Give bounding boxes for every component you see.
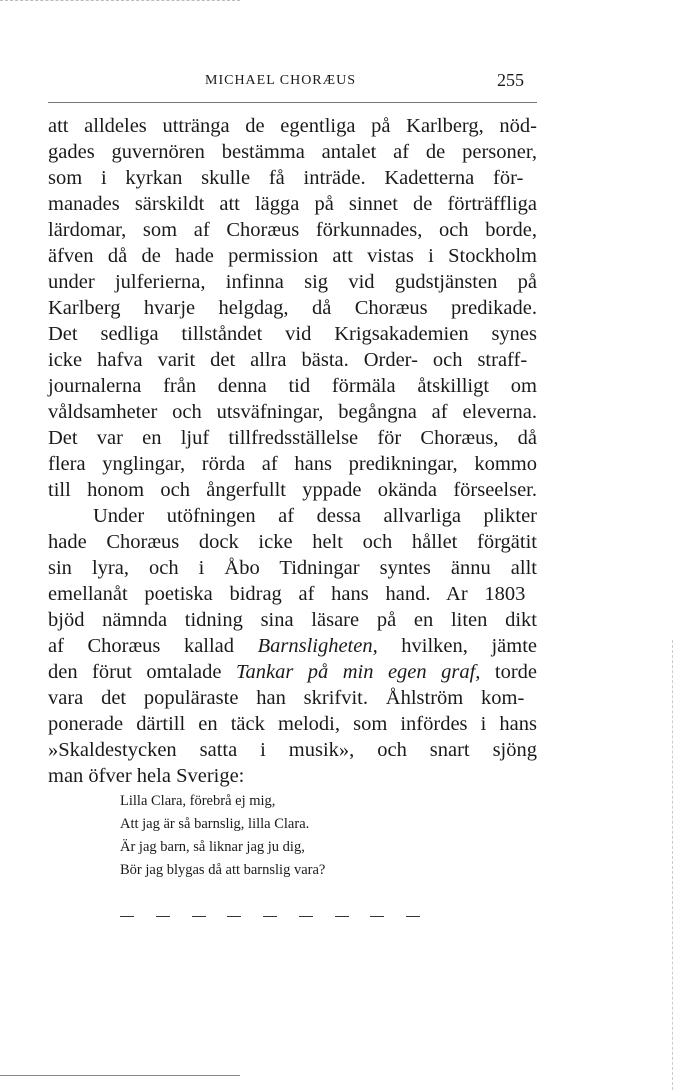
- poem-line: Bör jag blygas då att barnslig vara?: [120, 862, 326, 878]
- text-line: sin lyra, och i Åbo Tidningar syntes ännu allt: [48, 557, 537, 579]
- text-line: bjöd nämnda tidning sina läsare på en liten dikt: [48, 609, 537, 631]
- poem-line: Är jag barn, så liknar jag ju dig,: [120, 839, 305, 855]
- text-line: »Skaldestycken satta i musik», och snart sjöng: [48, 739, 537, 761]
- omission-dashes: [120, 916, 420, 917]
- text-line: våldsamheter och utsväfningar, begångna af eleverna.: [48, 401, 537, 423]
- scan-edge-right: [672, 640, 673, 1090]
- body-text: [48, 113, 537, 789]
- text-line: Det sedliga tillståndet vid Krigsakademien synes: [48, 323, 537, 345]
- text-line: man öfver hela Sverige:: [48, 765, 245, 787]
- poem-line: Lilla Clara, förebrå ej mig,: [120, 793, 276, 809]
- text-line: hade Choræus dock icke helt och hållet förgätit: [48, 531, 537, 553]
- page-number: 255: [497, 70, 524, 90]
- text-line: under julferierna, infinna sig vid gudstjänsten på: [48, 271, 537, 293]
- scan-edge-bottom: [0, 1075, 240, 1076]
- poem-quote: [120, 790, 325, 882]
- italic-title: Barnsligheten,: [257, 635, 378, 657]
- text-line: icke hafva varit det allra bästa. Order- och straff-: [48, 349, 528, 371]
- text-line: journalerna från denna tid förmäla åtskilligt om: [48, 375, 537, 397]
- text-line: gades guvernören bestämma antalet af de personer,: [48, 141, 537, 163]
- text-line: att alldeles uttränga de egentliga på Karlberg, nöd-: [48, 115, 537, 137]
- text-line: lärdomar, som af Choræus förkunnades, och borde,: [48, 219, 537, 241]
- italic-title: Tankar på min egen graf,: [235, 661, 481, 683]
- text-line: den förut omtalade Tankar på min egen graf, torde: [48, 661, 537, 683]
- poem-line: Att jag är så barnslig, lilla Clara.: [120, 816, 310, 832]
- text-line: till honom och ångerfullt yppade okända förseelser.: [48, 479, 537, 501]
- text-line: Karlberg hvarje helgdag, då Choræus predikade.: [48, 297, 537, 319]
- text-line: af Choræus kallad Barnsligheten, hvilken, jämte: [48, 635, 537, 657]
- text-line: Det var en ljuf tillfredsställelse för Choræus, då: [48, 427, 537, 449]
- text-line: emellanåt poetiska bidrag af hans hand. Ar 1803: [48, 583, 526, 605]
- text-line: flera ynglingar, rörda af hans predikningar, kommo: [48, 453, 537, 475]
- running-title: MICHAEL CHORÆUS: [205, 73, 356, 88]
- paragraph-start-line: Under utöfningen af dessa allvarliga plikter: [93, 505, 537, 527]
- text-line: ponerade därtill en täck melodi, som infördes i hans: [48, 713, 537, 735]
- header-rule: [48, 102, 537, 103]
- text-line: äfven då de hade permission att vistas i Stockholm: [48, 245, 537, 267]
- scan-edge-top: [0, 0, 240, 1]
- text-line: manades särskildt att lägga på sinnet de förträffliga: [48, 193, 537, 215]
- text-line: vara det populäraste han skrifvit. Åhlström kom-: [48, 687, 525, 709]
- text-line: som i kyrkan skulle få inträde. Kadetterna för-: [48, 167, 524, 189]
